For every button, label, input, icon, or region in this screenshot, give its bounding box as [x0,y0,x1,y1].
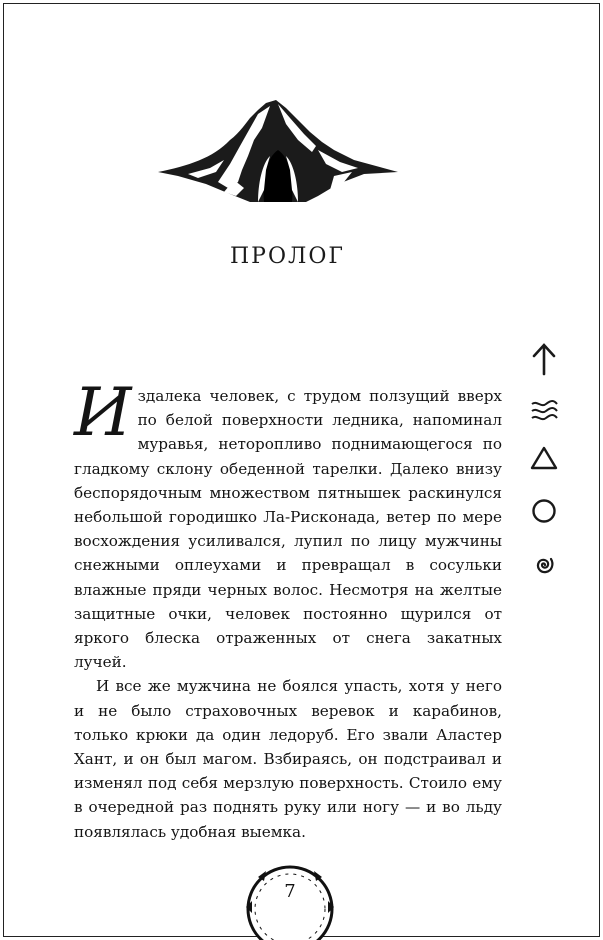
mountain-cave-icon [158,100,398,205]
spiral-icon [529,550,559,580]
circle-icon [529,496,559,526]
rune-column [522,342,566,580]
chapter-title: ПРОЛОГ [230,244,345,269]
paragraph: И все же мужчина не боялся упасть, хотя у него и не было страховочных веревок и карабинов, только крюки да один ледоруб. Его звали Аластер Хант, и он был магом. Взбираясь, он подстраивал и изменял под себя мерзлую поверхность. Стоило ему в очередной раз поднять руку или ногу — и во льду появлялась удобная выемка. [74,677,502,841]
body-text [74,374,502,844]
page-number: 7 [284,881,296,902]
arrow-up-icon [529,342,559,376]
page-number-ornament [238,855,342,940]
paragraph: Издалека человек, с трудом ползущий вверх по белой поверхности ледника, напоминал муравья, неторопливо поднимающегося по гладкому склону обеденной тарелки. Далеко внизу беспорядочным множеством пятнышек раскинулся небольшой городишко Ла-Рисконада, ветер по мере восхождения усиливался, лупил по лицу мужчины снежными оплеухами и превращал в сосульки влажные пряди черных волос. Несмотря на желтые защитные очки, человек постоянно щурился от яркого блеска отраженных от снега закатных лучей. [74,374,502,672]
wave-lines-icon [529,398,559,424]
triangle-icon [529,444,559,472]
